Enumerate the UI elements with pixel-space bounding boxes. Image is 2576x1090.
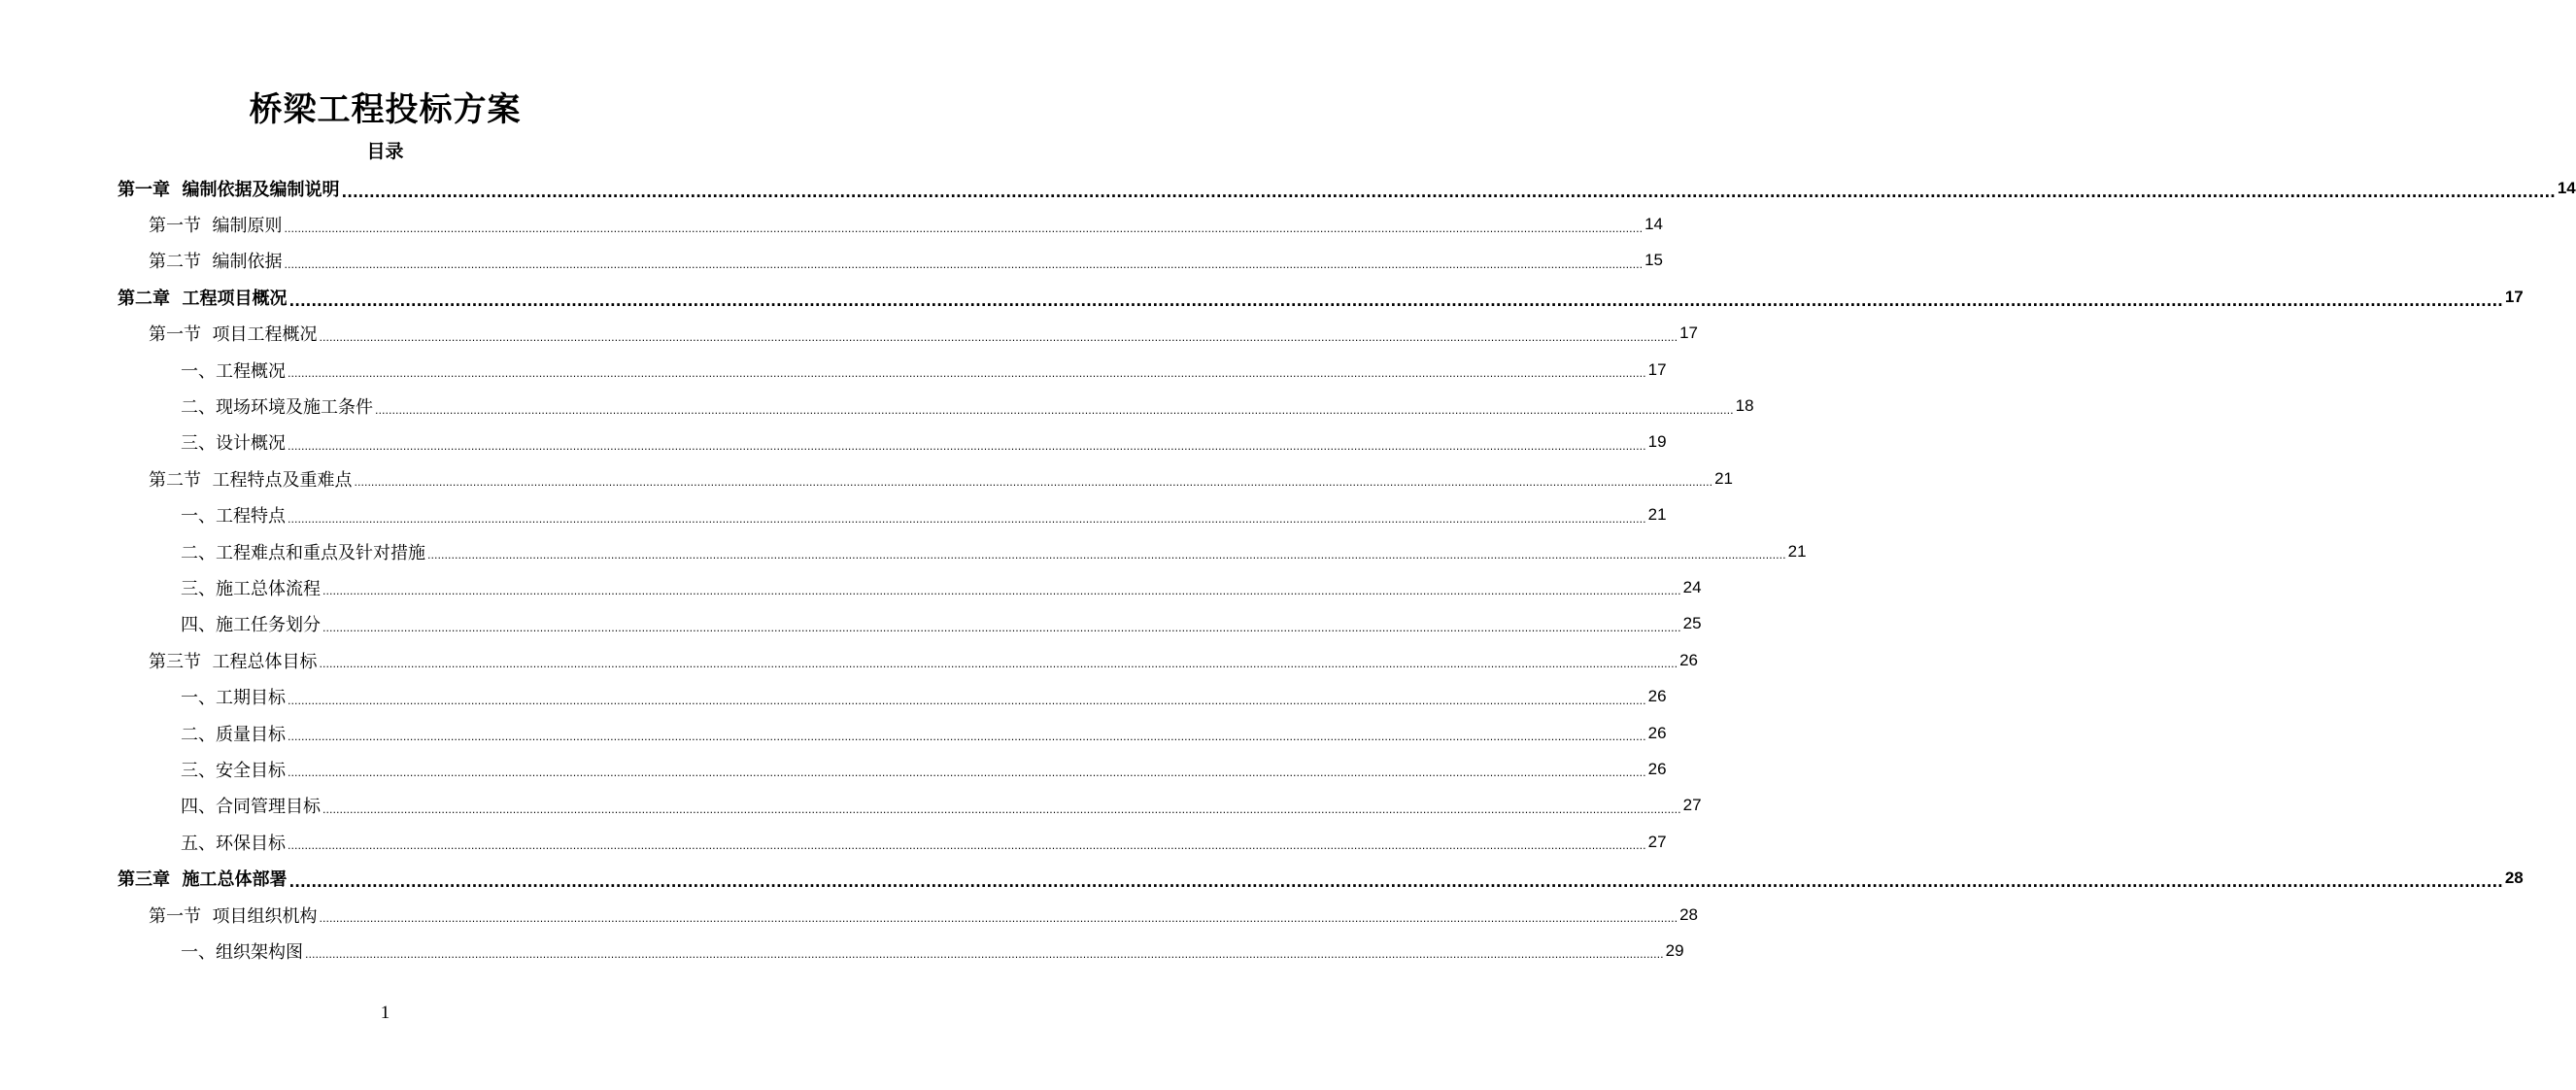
toc-entry-label: 第二节 工程特点及重难点 xyxy=(149,469,353,491)
toc-entry[interactable] xyxy=(0,497,1667,533)
page-number: 1 xyxy=(380,1003,390,1023)
dot-leader: ................................................................................................................................................................................................................................................................................................................................................................................................................ xyxy=(319,330,1678,344)
toc-entry[interactable] xyxy=(0,170,2576,206)
toc-entry[interactable] xyxy=(0,897,1699,933)
toc-entry-label: 一、工期目标 xyxy=(181,688,286,709)
toc-entry[interactable] xyxy=(0,279,2524,315)
toc-entry-page: 27 xyxy=(1647,832,1667,851)
dot-leader: ................................................................................................................................................................................................................................................................................................................................................................................................................ xyxy=(319,912,1678,925)
dot-leader: ................................................................................................................................................................................................................................................................................................................................................................................................................ xyxy=(319,658,1678,671)
dot-leader: ................................................................................................................................................................................................................................................................................................................................................................................................................ xyxy=(341,183,2556,201)
toc-entry-page: 17 xyxy=(1647,359,1667,379)
toc-entry-label: 第三节 工程总体目标 xyxy=(149,651,318,672)
toc-entry-page: 21 xyxy=(1647,505,1667,525)
dot-leader: ................................................................................................................................................................................................................................................................................................................................................................................................................ xyxy=(288,731,1646,744)
toc-entry-page: 26 xyxy=(1679,650,1699,669)
document-title: 桥梁工程投标方案 xyxy=(249,90,522,129)
dot-leader: ................................................................................................................................................................................................................................................................................................................................................................................................................ xyxy=(305,948,1664,962)
toc-entry[interactable] xyxy=(0,533,1807,569)
dot-leader: ................................................................................................................................................................................................................................................................................................................................................................................................................ xyxy=(288,512,1646,526)
toc-entry[interactable] xyxy=(0,642,1699,678)
toc-entry-label: 三、安全目标 xyxy=(181,760,286,781)
dot-leader: ................................................................................................................................................................................................................................................................................................................................................................................................................ xyxy=(322,585,1681,598)
dot-leader: ................................................................................................................................................................................................................................................................................................................................................................................................................ xyxy=(284,221,1644,235)
toc-entry-label: 二、工程难点和重点及针对措施 xyxy=(181,542,425,563)
toc-entry-label: 四、施工任务划分 xyxy=(181,615,321,636)
toc-entry-page: 19 xyxy=(1647,432,1667,452)
toc-entry[interactable] xyxy=(0,460,1734,496)
toc-entry[interactable] xyxy=(0,678,1667,714)
toc-entry-label: 第一节 编制原则 xyxy=(149,216,283,237)
toc-entry[interactable] xyxy=(0,606,1702,642)
toc-entry[interactable] xyxy=(0,824,1667,860)
toc-entry-label: 三、施工总体流程 xyxy=(181,578,321,599)
toc-entry-page: 17 xyxy=(1679,324,1699,343)
dot-leader: ................................................................................................................................................................................................................................................................................................................................................................................................................ xyxy=(288,694,1646,707)
toc-entry-page: 29 xyxy=(1665,940,1684,960)
toc-entry[interactable] xyxy=(0,352,1667,388)
dot-leader: ................................................................................................................................................................................................................................................................................................................................................................................................................ xyxy=(288,873,2503,892)
toc-entry-label: 一、工程概况 xyxy=(181,360,286,382)
dot-leader: ................................................................................................................................................................................................................................................................................................................................................................................................................ xyxy=(288,839,1646,853)
dot-leader: ................................................................................................................................................................................................................................................................................................................................................................................................................ xyxy=(322,621,1681,634)
toc-entry-page: 14 xyxy=(1644,215,1664,234)
toc-entry-label: 五、环保目标 xyxy=(181,833,286,854)
toc-entry[interactable] xyxy=(0,788,1702,824)
toc-entry-page: 27 xyxy=(1682,796,1702,815)
dot-leader: ................................................................................................................................................................................................................................................................................................................................................................................................................ xyxy=(284,257,1644,271)
toc-entry[interactable] xyxy=(0,425,1667,460)
toc-entry-label: 第一节 项目工程概况 xyxy=(149,324,318,346)
toc-entry[interactable] xyxy=(0,388,1754,424)
dot-leader: ................................................................................................................................................................................................................................................................................................................................................................................................................ xyxy=(322,802,1681,816)
table-of-contents xyxy=(0,170,2576,970)
toc-entry[interactable] xyxy=(0,860,2524,896)
toc-entry-page: 17 xyxy=(2504,287,2524,306)
toc-entry-label: 四、合同管理目标 xyxy=(181,797,321,818)
toc-entry-page: 24 xyxy=(1682,577,1702,596)
toc-entry-label: 第三章 施工总体部署 xyxy=(118,869,288,891)
dot-leader: ................................................................................................................................................................................................................................................................................................................................................................................................................ xyxy=(288,766,1646,780)
toc-entry[interactable] xyxy=(0,243,1664,279)
toc-entry[interactable] xyxy=(0,933,1684,969)
toc-entry-label: 一、工程特点 xyxy=(181,506,286,528)
toc-entry-page: 26 xyxy=(1647,723,1667,742)
toc-entry-page: 14 xyxy=(2557,178,2576,197)
toc-entry-label: 第一节 项目组织机构 xyxy=(149,905,318,927)
dot-leader: ................................................................................................................................................................................................................................................................................................................................................................................................................ xyxy=(427,549,1786,562)
toc-entry[interactable] xyxy=(0,569,1702,605)
toc-heading: 目录 xyxy=(366,141,404,162)
toc-entry-page: 21 xyxy=(1714,468,1734,488)
toc-entry-page: 26 xyxy=(1647,687,1667,706)
toc-entry-label: 第一章 编制依据及编制说明 xyxy=(118,179,340,200)
toc-entry-label: 二、现场环境及施工条件 xyxy=(181,397,373,419)
toc-entry-page: 15 xyxy=(1644,251,1664,270)
toc-entry-label: 二、质量目标 xyxy=(181,724,286,745)
dot-leader: ................................................................................................................................................................................................................................................................................................................................................................................................................ xyxy=(375,403,1734,417)
toc-entry[interactable] xyxy=(0,715,1667,751)
toc-entry[interactable] xyxy=(0,751,1667,787)
toc-entry-page: 25 xyxy=(1682,614,1702,633)
toc-entry-page: 21 xyxy=(1787,541,1807,561)
dot-leader: ................................................................................................................................................................................................................................................................................................................................................................................................................ xyxy=(288,367,1646,381)
toc-entry-page: 28 xyxy=(1679,904,1699,924)
toc-entry-page: 18 xyxy=(1735,396,1754,416)
dot-leader: ................................................................................................................................................................................................................................................................................................................................................................................................................ xyxy=(288,291,2503,310)
toc-entry-page: 26 xyxy=(1647,759,1667,778)
toc-entry[interactable] xyxy=(0,316,1699,352)
toc-entry-label: 第二节 编制依据 xyxy=(149,252,283,273)
toc-entry-page: 28 xyxy=(2504,869,2524,888)
dot-leader: ................................................................................................................................................................................................................................................................................................................................................................................................................ xyxy=(288,439,1646,453)
dot-leader: ................................................................................................................................................................................................................................................................................................................................................................................................................ xyxy=(354,476,1713,490)
toc-entry-label: 第二章 工程项目概况 xyxy=(118,288,288,309)
toc-entry-label: 一、组织架构图 xyxy=(181,941,303,963)
toc-entry-label: 三、设计概况 xyxy=(181,433,286,455)
toc-entry[interactable] xyxy=(0,206,1664,242)
